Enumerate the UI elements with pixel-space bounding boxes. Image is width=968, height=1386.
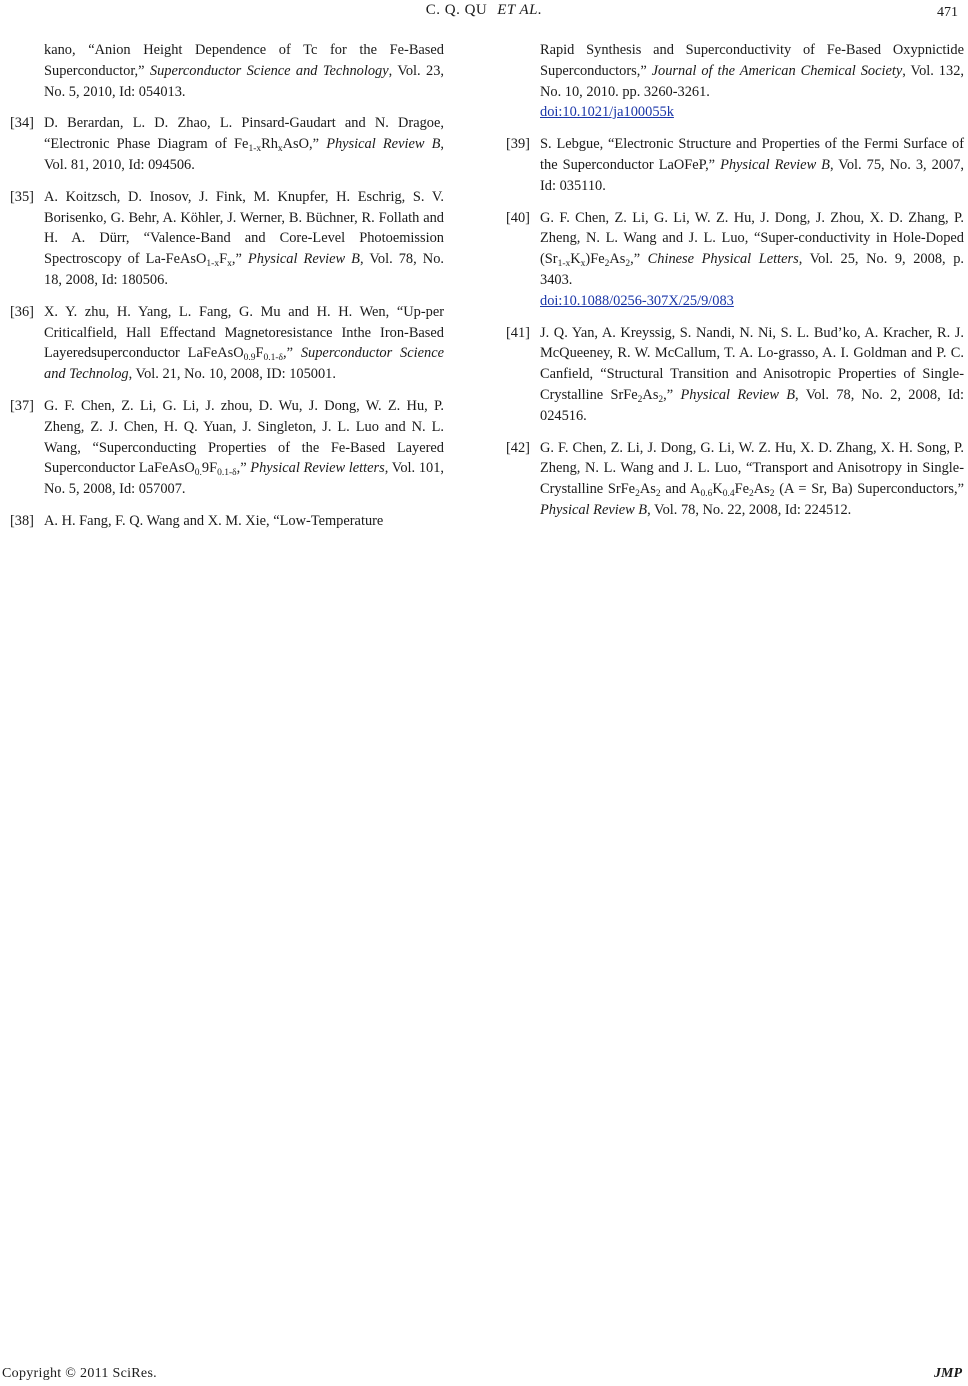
right-column	[506, 40, 964, 532]
copyright-notice: Copyright © 2011 SciRes.	[2, 1366, 157, 1381]
reference-text: A. Koitzsch, D. Inosov, J. Fink, M. Knupfer, H. Eschrig, S. V. Borisenko, G. Behr, A. Köhler, J. Werner, B. Büchner, R. Follath and H. A. Dürr, “Valence-Band and Core-Level Photoemission Spectroscopy of $La-FeAsO_{1-x}F_x$,” Physical Review B, Vol. 78, No. 18, 2008, Id: 180506.	[44, 188, 444, 288]
running-head-et-al: ET AL.	[497, 2, 543, 18]
reference-text: kano, “Anion Height Dependence of Tc for the Fe-Based Superconductor,” Superconductor Science and Technology, Vol. 23, No. 5, 2010, Id: 054013.	[44, 42, 444, 100]
reference-number: [42]	[506, 439, 530, 456]
left-column	[10, 40, 444, 543]
reference-35	[10, 187, 444, 291]
reference-text: A. H. Fang, F. Q. Wang and X. M. Xie, “Low-Temperature	[44, 512, 384, 529]
reference-number: [41]	[506, 324, 530, 341]
reference-text: Rapid Synthesis and Superconductivity of Fe-Based Oxypnictide Superconductors,” Journal of the American Chemical Society, Vol. 132, No. 10, 2010. pp. 3260-3261. doi:10.1021/ja100055k	[540, 42, 964, 121]
journal-abbreviation: JMP	[934, 1366, 962, 1381]
page-header	[0, 0, 968, 30]
journal-name: Chinese Physical Letters	[647, 251, 799, 268]
journal-name: Physical Review B	[720, 156, 830, 173]
reference-38-continuation	[506, 40, 964, 123]
journal-name: Physical Review B	[247, 251, 360, 268]
journal-name: Physical Review B	[680, 386, 796, 403]
reference-text: J. Q. Yan, A. Kreyssig, S. Nandi, N. Ni, S. L. Bud’ko, A. Kracher, R. J. McQueeney, R. W. McCallum, T. A. Lo-grasso, A. I. Goldman and P. C. Canfield, “Structural Transition and Anisotropic Properties of Single-Crystalline $SrFe_2As_2$,” Physical Review B, Vol. 78, No. 2, 2008, Id: 024516.	[540, 324, 964, 424]
journal-name: Physical Review B	[540, 501, 648, 518]
reference-number: [36]	[10, 303, 34, 320]
reference-number: [37]	[10, 397, 34, 414]
running-head	[0, 2, 968, 19]
doi-link[interactable]: doi:10.1088/0256-307X/25/9/083	[540, 292, 734, 309]
reference-34	[10, 113, 444, 175]
reference-41	[506, 323, 964, 427]
reference-text: G. F. Chen, Z. Li, G. Li, J. zhou, D. Wu, J. Dong, W. Z. Hu, P. Zheng, Z. J. Chen, H. Q. Yuan, J. Singleton, J. L. Luo and N. L. Wang, “Superconducting Properties of the Fe-Based Layered Superconductor $LaFeAsO_{0.}9F_{0.1-\delta}$,” Physical Review letters, Vol. 101, No. 5, 2008, Id: 057007.	[44, 397, 444, 498]
doi-link[interactable]: doi:10.1021/ja100055k	[540, 104, 674, 121]
reference-39	[506, 134, 964, 196]
reference-text: S. Lebgue, “Electronic Structure and Properties of the Fermi Surface of the Superconductor LaOFeP,” Physical Review B, Vol. 75, No. 3, 2007, Id: 035110.	[540, 136, 964, 194]
page-footer	[0, 1366, 968, 1386]
journal-name: Physical Review letters	[250, 460, 385, 477]
reference-number: [34]	[10, 115, 34, 132]
reference-42	[506, 438, 964, 521]
reference-number: [39]	[506, 136, 530, 153]
reference-number: [35]	[10, 188, 34, 205]
running-head-author: C. Q. QU	[425, 2, 488, 18]
page-number: 471	[937, 5, 958, 20]
journal-name: Physical Review B	[326, 136, 441, 153]
reference-40	[506, 208, 964, 312]
journal-name: Superconductor Science and Technology	[149, 62, 389, 79]
journal-name: Journal of the American Chemical Society	[651, 62, 903, 79]
reference-38	[10, 511, 444, 532]
reference-text: G. F. Chen, Z. Li, J. Dong, G. Li, W. Z. Hu, X. D. Zhang, X. H. Song, P. Zheng, N. L. Wang and J. L. Luo, “Transport and Anisotropy in Single-Crystalline $SrFe_2As_2$ and $A_{0.6}K_{0.4}Fe_2As_2$ (A = Sr, Ba) Superconductors,” Physical Review B, Vol. 78, No. 22, 2008, Id: 224512.	[540, 439, 964, 518]
reference-37	[10, 396, 444, 500]
reference-number: [40]	[506, 209, 530, 226]
journal-name: Superconductor Science and Technolog	[44, 345, 444, 383]
reference-text: X. Y. zhu, H. Yang, L. Fang, G. Mu and H. H. Wen, “Up-per Criticalfield, Hall Effectand Magnetoresistance Inthe Iron-Based Layeredsuperconductor $LaFeAsO_{0.9}F_{0.1-\delta}$,” Superconductor Science and Technolog, Vol. 21, No. 10, 2008, ID: 105001.	[44, 303, 444, 383]
reference-number: [38]	[10, 512, 34, 529]
reference-33-continuation	[10, 40, 444, 102]
reference-text: G. F. Chen, Z. Li, G. Li, W. Z. Hu, J. Dong, J. Zhou, X. D. Zhang, P. Zheng, N. L. Wang and J. L. Luo, “Super-conductivity in Hole-Doped $(Sr_{1-x}K_x)Fe_2As_2$,” Chinese Physical Letters, Vol. 25, No. 9, 2008, p. 3403. doi:10.1088/0256-307X/25/9/083	[540, 209, 964, 309]
reference-36	[10, 302, 444, 385]
reference-text: D. Berardan, L. D. Zhao, L. Pinsard-Gaudart and N. Dragoe, “Electronic Phase Diagram of $Fe_{1-x}Rh_xAsO$,” Physical Review B, Vol. 81, 2010, Id: 094506.	[44, 115, 444, 173]
